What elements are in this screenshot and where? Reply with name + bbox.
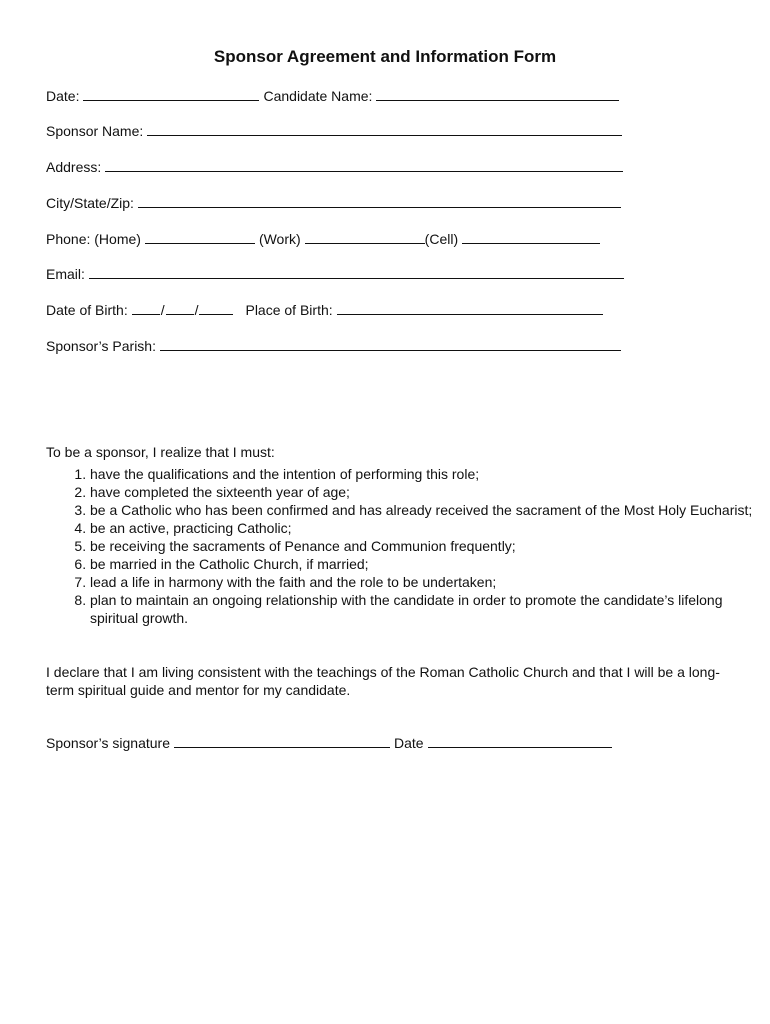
address-label: Address: xyxy=(46,159,102,175)
form-title: Sponsor Agreement and Information Form xyxy=(213,47,557,66)
dob-year-field[interactable] xyxy=(199,301,233,315)
sponsors-parish-field[interactable] xyxy=(160,337,621,351)
city-state-zip-field[interactable] xyxy=(138,194,621,208)
requirement-item: 2. have completed the sixteenth year of age; xyxy=(90,483,760,501)
signature-date-field[interactable] xyxy=(428,734,612,748)
requirements-intro: To be a sponsor, I realize that I must: xyxy=(46,444,275,460)
email-row xyxy=(46,265,624,283)
place-of-birth-field[interactable] xyxy=(337,301,603,315)
parish-row xyxy=(46,337,621,355)
sponsor-name-field[interactable] xyxy=(147,122,622,136)
requirement-item: 5. be receiving the sacraments of Penance and Communion frequently; xyxy=(90,537,760,555)
phone-work-label: (Work) xyxy=(258,231,301,247)
city-state-zip-label: City/State/Zip: xyxy=(46,195,134,211)
requirement-item: 1. have the qualifications and the intention of performing this role; xyxy=(90,465,760,483)
dob-separator: / xyxy=(160,302,165,318)
phone-home-field[interactable] xyxy=(145,230,255,244)
declaration-text: I declare that I am living consistent with the teachings of the Roman Catholic Church and that I will be a long-term spiritual guide and mentor for my candidate. xyxy=(46,664,720,698)
phone-home-label: Phone: (Home) xyxy=(46,231,141,247)
signature-field[interactable] xyxy=(174,734,390,748)
phone-work-field[interactable] xyxy=(305,230,425,244)
dob-separator: / xyxy=(194,302,199,318)
phone-cell-field[interactable] xyxy=(462,230,600,244)
signature-date-label: Date xyxy=(394,735,424,751)
requirement-item: 6. be married in the Catholic Church, if married; xyxy=(90,555,760,573)
address-field[interactable] xyxy=(105,158,623,172)
email-label: Email: xyxy=(46,266,85,282)
date-field[interactable] xyxy=(83,87,259,101)
sponsors-parish-label: Sponsor’s Parish: xyxy=(46,338,156,354)
requirement-item: 4. be an active, practicing Catholic; xyxy=(90,519,760,537)
place-of-birth-label: Place of Birth: xyxy=(245,302,333,318)
dob-day-field[interactable] xyxy=(166,301,194,315)
birth-row xyxy=(46,301,603,319)
dob-label: Date of Birth: xyxy=(46,302,128,318)
candidate-name-field[interactable] xyxy=(376,87,619,101)
requirement-item: 8. plan to maintain an ongoing relationship with the candidate in order to promote the candidate’s lifelong spiritual growth. xyxy=(90,591,760,627)
candidate-name-label: Candidate Name: xyxy=(263,88,373,104)
date-candidate-row xyxy=(46,87,619,105)
dob-month-field[interactable] xyxy=(132,301,160,315)
signature-label: Sponsor’s signature xyxy=(46,735,171,751)
sponsor-name-row xyxy=(46,122,622,140)
city-state-zip-row xyxy=(46,194,621,212)
email-field[interactable] xyxy=(89,265,624,279)
phone-row xyxy=(46,230,600,248)
address-row xyxy=(46,158,623,176)
sponsor-name-label: Sponsor Name: xyxy=(46,123,144,139)
phone-cell-label: (Cell) xyxy=(424,231,459,247)
requirement-item: 3. be a Catholic who has been confirmed and has already received the sacrament of the Most Holy Eucharist; xyxy=(90,501,760,519)
requirements-list xyxy=(46,465,760,627)
requirement-item: 7. lead a life in harmony with the faith and the role to be undertaken; xyxy=(90,573,760,591)
signature-row xyxy=(46,734,612,752)
date-label: Date: xyxy=(46,88,80,104)
